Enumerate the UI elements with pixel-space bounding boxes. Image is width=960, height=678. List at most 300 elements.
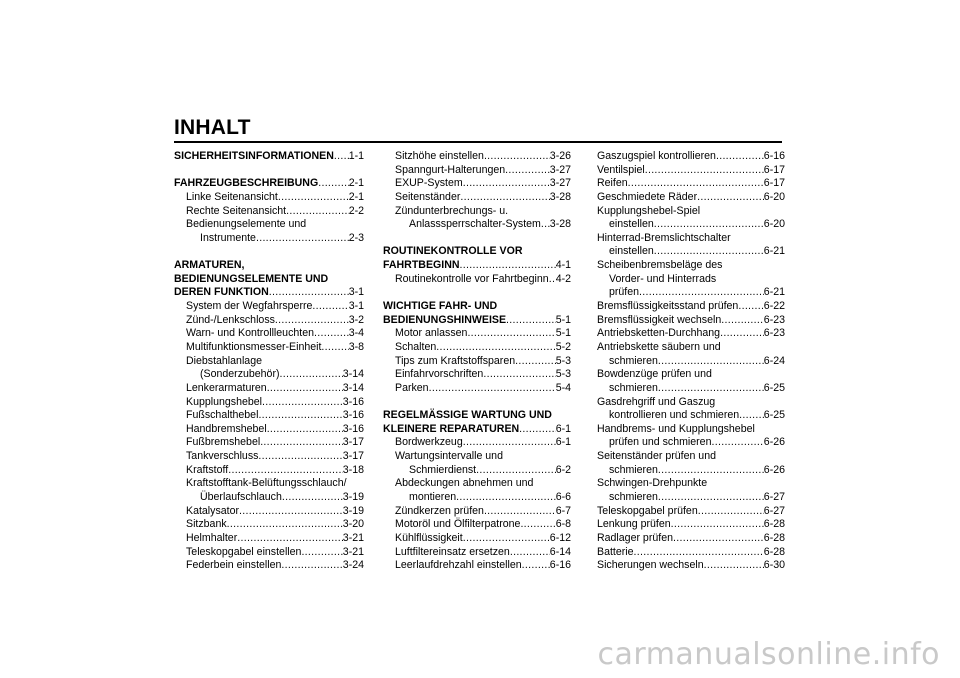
toc-page-number: 3-8 [348, 340, 364, 353]
toc-page-number: 5-3 [555, 368, 571, 381]
toc-entry[interactable] [383, 532, 571, 546]
toc-section-heading: BEDIENUNGSELEMENTE UND [174, 272, 329, 285]
toc-page-number: 6-1 [555, 436, 571, 449]
toc-entry-title: Lenkung prüfen [597, 518, 671, 531]
toc-entry-title: Reifen [597, 177, 628, 190]
toc-page-number: 6-8 [555, 518, 571, 531]
toc-entry[interactable] [597, 532, 785, 546]
toc-entry-title: Kraftstofftank-Belüftungsschlauch/ [186, 477, 347, 490]
toc-entry[interactable] [174, 300, 364, 314]
toc-spacer [383, 232, 571, 246]
toc-entry[interactable] [174, 491, 364, 505]
toc-entry[interactable] [597, 559, 785, 573]
toc-entry-title: Sitzhöhe einstellen [395, 150, 484, 162]
toc-entry-title: DEREN FUNKTION [174, 286, 269, 299]
toc-leader-dots [628, 177, 764, 191]
toc-entry-line [597, 205, 785, 219]
toc-section-heading: WICHTIGE FAHR- UND [383, 300, 498, 313]
toc-leader-dots [658, 355, 764, 369]
toc-entry-title: Parken [395, 381, 429, 394]
toc-leader-dots [278, 191, 349, 205]
toc-entry[interactable] [174, 327, 364, 341]
toc-entry[interactable] [383, 368, 571, 382]
toc-entry[interactable] [383, 218, 571, 232]
toc-entry[interactable] [597, 177, 785, 191]
toc-entry-title: Linke Seitenansicht [186, 190, 278, 203]
toc-page-number: 6-25 [763, 381, 785, 394]
toc-entry-line [174, 477, 364, 491]
toc-entry-title: Einfahrvorschriften [395, 368, 484, 381]
toc-entry[interactable] [383, 191, 571, 205]
toc-entry-title: Zündunterbrechungs- u. [395, 204, 509, 217]
toc-page-number: 3-14 [342, 368, 364, 381]
toc-leader-dots [267, 423, 343, 437]
toc-page-number: 3-17 [342, 436, 364, 449]
toc-entry-line [597, 259, 785, 273]
toc-entry-title: Überlaufschlauch [200, 491, 282, 504]
toc-leader-dots [541, 218, 550, 232]
toc-entry[interactable] [597, 436, 785, 450]
toc-leader-dots [267, 382, 343, 396]
toc-page-number: 3-16 [342, 422, 364, 435]
toc-entry-title: Helmhalter [186, 531, 238, 544]
toc-leader-dots [258, 409, 342, 423]
toc-leader-dots [510, 546, 550, 560]
toc-entry-title: Geschmiedete Räder [597, 190, 698, 203]
toc-leader-dots [645, 164, 764, 178]
toc-entry[interactable] [383, 505, 571, 519]
toc-entry-title: Warn- und Kontrollleuchten [186, 327, 314, 340]
toc-page-number: 5-4 [555, 381, 571, 394]
toc-leader-dots [671, 518, 764, 532]
toc-entry[interactable] [174, 505, 364, 519]
toc-page-number: 6-14 [549, 545, 571, 558]
toc-entry-title: Spanngurt-Halterungen [395, 163, 506, 176]
toc-entry[interactable] [174, 409, 364, 423]
toc-page-number: 3-14 [342, 381, 364, 394]
toc-entry-title: Lenkerarmaturen [186, 381, 267, 394]
toc-page-number: 5-3 [555, 354, 571, 367]
toc-entry[interactable] [383, 518, 571, 532]
toc-spacer [383, 286, 571, 300]
toc-entry-title: Antriebsketten-Durchhang [597, 327, 721, 340]
toc-leader-dots [476, 464, 556, 478]
toc-entry-line [597, 477, 785, 491]
toc-entry-title: SICHERHEITSINFORMATIONEN [174, 150, 334, 162]
toc-entry-title: KLEINERE REPARATUREN [383, 422, 520, 435]
toc-entry-title: Antriebskette säubern und [597, 340, 721, 353]
toc-page-number: 1-1 [348, 150, 364, 162]
toc-entry-title: Handbrems- und Kupplungshebel [597, 422, 755, 435]
toc-entry-line [597, 341, 785, 355]
toc-entry-title: Teleskopgabel prüfen [597, 504, 698, 517]
toc-entry-title: Wartungsintervalle und [395, 450, 503, 463]
toc-leader-dots [281, 559, 342, 573]
toc-page-number: 4-1 [555, 259, 571, 272]
toc-leader-dots [515, 355, 556, 369]
toc-page-number: 6-16 [549, 559, 571, 572]
toc-leader-dots [280, 368, 343, 382]
toc-leader-dots [463, 532, 550, 546]
toc-leader-dots [436, 341, 555, 355]
toc-entry[interactable] [597, 505, 785, 519]
toc-entry[interactable] [597, 150, 785, 164]
toc-leader-dots [634, 546, 764, 560]
toc-entry-title: Zünd-/Lenkschloss [186, 313, 275, 326]
toc-page-number: 6-20 [763, 190, 785, 203]
toc-entry-title: prüfen und schmieren [609, 436, 712, 449]
toc-entry-title: Kupplungshebel [186, 395, 262, 408]
toc-page-number: 6-27 [763, 491, 785, 504]
toc-leader-dots [463, 436, 556, 450]
toc-entry-title: Fußschalthebel [186, 409, 259, 422]
toc-entry-title: BEDIENUNGSHINWEISE [383, 313, 507, 326]
toc-entry[interactable] [174, 368, 364, 382]
toc-entry-line [597, 232, 785, 246]
toc-page-number: 6-24 [763, 354, 785, 367]
toc-leader-dots [520, 518, 555, 532]
toc-page-number: 6-7 [555, 504, 571, 517]
toc-column-1 [174, 150, 364, 573]
toc-entry-title: Kraftstoff [186, 463, 229, 476]
toc-leader-dots [506, 314, 556, 328]
toc-page-number: 6-17 [763, 163, 785, 176]
toc-section-heading: ROUTINEKONTROLLE VOR [383, 245, 523, 258]
toc-entry[interactable] [174, 450, 364, 464]
toc-entry[interactable] [383, 382, 571, 396]
toc-entry[interactable] [174, 532, 364, 546]
toc-entry[interactable] [174, 559, 364, 573]
toc-leader-dots [716, 150, 764, 164]
toc-page-number: 3-28 [549, 218, 571, 231]
toc-leader-dots [312, 300, 348, 314]
toc-page-number: 3-21 [342, 531, 364, 544]
toc-entry-title: Kühlflüssigkeit [395, 531, 463, 544]
toc-leader-dots [460, 259, 556, 273]
toc-entry-title: schmieren [609, 381, 658, 394]
toc-entry-title: Batterie [597, 545, 634, 558]
toc-leader-dots [522, 559, 550, 573]
toc-entry-title: Vorder- und Hinterrads [609, 272, 717, 285]
toc-entry-title: Bremsflüssigkeit wechseln [597, 313, 722, 326]
toc-entry-line [383, 477, 571, 491]
toc-entry-title: Abdeckungen abnehmen und [395, 477, 534, 490]
toc-leader-dots [460, 191, 549, 205]
toc-leader-dots [262, 396, 343, 410]
toc-column-2 [383, 150, 571, 573]
toc-leader-dots [321, 341, 348, 355]
toc-entry[interactable] [597, 164, 785, 178]
page-title: INHALT [174, 116, 251, 139]
toc-entry-line [383, 450, 571, 464]
toc-entry-title: Instrumente [200, 231, 256, 244]
toc-entry[interactable] [597, 355, 785, 369]
toc-page-number: 6-26 [763, 463, 785, 476]
toc-page-number: 3-19 [342, 504, 364, 517]
toc-leader-dots [484, 150, 550, 164]
toc-entry-title: Seitenständer [395, 190, 461, 203]
toc-page-number: 6-26 [763, 436, 785, 449]
toc-page-number: 3-16 [342, 409, 364, 422]
toc-entry-line [383, 245, 571, 259]
toc-entry-title: Tips zum Kraftstoffsparen [395, 354, 516, 367]
toc-page-number: 6-17 [763, 177, 785, 190]
watermark-text: carmanualsonline.info [597, 637, 940, 672]
toc-entry-title: Handbremshebel [186, 422, 267, 435]
toc-entry-title: Schmierdienst [409, 463, 477, 476]
title-divider [174, 141, 782, 143]
toc-entry-title: Teleskopgabel einstellen [186, 545, 302, 558]
toc-page-number: 6-30 [763, 559, 785, 572]
toc-page-number: 3-27 [549, 163, 571, 176]
toc-leader-dots [318, 177, 348, 191]
toc-entry[interactable] [597, 300, 785, 314]
toc-column-3 [597, 150, 785, 573]
toc-leader-dots [673, 532, 764, 546]
toc-entry-title: schmieren [609, 463, 658, 476]
toc-entry-title: Bremsflüssigkeitsstand prüfen [597, 300, 739, 313]
toc-page-number: 2-1 [348, 190, 364, 203]
toc-entry[interactable] [383, 273, 571, 287]
toc-entry[interactable] [383, 150, 571, 164]
toc-entry-line [597, 368, 785, 382]
toc-leader-dots [549, 273, 556, 287]
toc-leader-dots [738, 300, 763, 314]
toc-spacer [174, 164, 364, 178]
toc-entry-line [383, 409, 571, 423]
toc-page-number: 6-16 [763, 150, 785, 162]
toc-entry-line [597, 423, 785, 437]
toc-entry[interactable] [174, 396, 364, 410]
toc-page-number: 2-3 [348, 231, 364, 244]
toc-entry[interactable] [597, 314, 785, 328]
toc-entry-title: Gasdrehgriff und Gaszug [597, 395, 716, 408]
toc-leader-dots [720, 327, 764, 341]
toc-leader-dots [739, 409, 764, 423]
toc-page-number: 6-1 [555, 422, 571, 435]
toc-entry-title: Anlasssperrschalter-System [409, 218, 541, 231]
toc-leader-dots [237, 532, 343, 546]
toc-leader-dots [505, 164, 550, 178]
toc-spacer [174, 245, 364, 259]
toc-entry-title: kontrollieren und schmieren [609, 409, 740, 422]
toc-entry[interactable] [597, 464, 785, 478]
toc-entry[interactable] [174, 232, 364, 246]
toc-entry-title: schmieren [609, 354, 658, 367]
toc-entry-title: Sitzbank [186, 518, 227, 531]
toc-entry-line [174, 273, 364, 287]
toc-entry-line [597, 450, 785, 464]
toc-entry[interactable] [174, 436, 364, 450]
toc-entry-title: Radlager prüfen [597, 531, 673, 544]
toc-page-number: 3-27 [549, 177, 571, 190]
toc-entry[interactable] [174, 314, 364, 328]
toc-entry[interactable] [597, 382, 785, 396]
toc-leader-dots [721, 314, 764, 328]
toc-page-number: 3-19 [342, 491, 364, 504]
toc-leader-dots [228, 464, 343, 478]
toc-entry[interactable] [383, 491, 571, 505]
toc-page-number: 6-22 [763, 300, 785, 313]
toc-entry[interactable] [597, 518, 785, 532]
toc-entry[interactable] [383, 423, 571, 437]
toc-entry[interactable] [174, 546, 364, 560]
toc-entry[interactable] [383, 436, 571, 450]
toc-leader-dots [239, 505, 343, 519]
toc-page-number: 2-1 [348, 177, 364, 190]
toc-entry-title: Zündkerzen prüfen [395, 504, 484, 517]
toc-leader-dots [697, 191, 764, 205]
toc-entry-title: Bowdenzüge prüfen und [597, 368, 712, 381]
toc-leader-dots [256, 232, 349, 246]
toc-entry[interactable] [597, 191, 785, 205]
toc-entry-title: Schalten [395, 340, 437, 353]
toc-leader-dots [456, 491, 556, 505]
toc-leader-dots [314, 327, 349, 341]
toc-entry[interactable] [597, 491, 785, 505]
toc-page-number: 6-25 [763, 409, 785, 422]
toc-entry[interactable] [383, 327, 571, 341]
toc-entry[interactable] [383, 559, 571, 573]
toc-entry-title: Ventilspiel [597, 163, 645, 176]
toc-page-number: 6-28 [763, 545, 785, 558]
toc-entry-title: FAHRZEUGBESCHREIBUNG [174, 177, 319, 190]
toc-entry-title: Seitenständer prüfen und [597, 450, 716, 463]
toc-entry[interactable] [174, 205, 364, 219]
toc-page-number: 6-6 [555, 491, 571, 504]
toc-entry-line [383, 300, 571, 314]
toc-leader-dots [639, 286, 764, 300]
toc-leader-dots [301, 546, 342, 560]
toc-page-number: 3-28 [549, 190, 571, 203]
toc-entry[interactable] [174, 464, 364, 478]
toc-entry-title: Kupplungshebel-Spiel [597, 204, 701, 217]
toc-entry[interactable] [597, 546, 785, 560]
toc-page-number: 3-2 [348, 313, 364, 326]
toc-entry[interactable] [174, 191, 364, 205]
toc-leader-dots [463, 177, 550, 191]
toc-entry[interactable] [597, 245, 785, 259]
toc-leader-dots [258, 450, 342, 464]
toc-page-number: 5-1 [555, 327, 571, 340]
toc-page-number: 6-21 [763, 245, 785, 258]
toc-page-number: 6-27 [763, 504, 785, 517]
toc-leader-dots [519, 423, 556, 437]
toc-entry-title: Scheibenbremsbeläge des [597, 259, 723, 272]
toc-entry[interactable] [383, 546, 571, 560]
toc-entry-title: Federbein einstellen [186, 559, 282, 572]
toc-entry-title: schmieren [609, 491, 658, 504]
toc-entry[interactable] [383, 164, 571, 178]
toc-entry[interactable] [597, 327, 785, 341]
toc-entry-title: prüfen [609, 286, 640, 299]
toc-entry[interactable] [383, 355, 571, 369]
toc-leader-dots [704, 559, 764, 573]
toc-entry[interactable] [597, 218, 785, 232]
toc-page-number: 6-12 [549, 531, 571, 544]
toc-leader-dots [711, 436, 763, 450]
toc-entry-title: FAHRTBEGINN [383, 259, 460, 272]
toc-leader-dots [698, 505, 764, 519]
toc-entry[interactable] [383, 464, 571, 478]
toc-page-number: 2-2 [348, 204, 364, 217]
toc-page-number: 6-28 [763, 531, 785, 544]
toc-leader-dots [654, 245, 764, 259]
toc-leader-dots [286, 205, 349, 219]
toc-leader-dots [654, 218, 764, 232]
toc-entry-title: Routinekontrolle vor Fahrtbeginn [395, 272, 549, 285]
toc-entry[interactable] [174, 518, 364, 532]
toc-leader-dots [658, 491, 764, 505]
toc-entry[interactable] [383, 177, 571, 191]
toc-page-number: 6-21 [763, 286, 785, 299]
toc-entry-title: Katalysator [186, 504, 239, 517]
toc-page-number: 6-28 [763, 518, 785, 531]
toc-entry[interactable] [597, 409, 785, 423]
toc-entry[interactable] [174, 177, 364, 191]
toc-entry[interactable] [174, 341, 364, 355]
toc-spacer [383, 396, 571, 410]
toc-entry-title: Fußbremshebel [186, 436, 261, 449]
toc-entry-title: Tankverschluss [186, 450, 259, 463]
toc-page-number: 4-2 [555, 272, 571, 285]
toc-page-number: 6-23 [763, 327, 785, 340]
toc-page-number: 3-26 [549, 150, 571, 162]
toc-leader-dots [658, 382, 764, 396]
toc-page-number: 5-1 [555, 313, 571, 326]
toc-leader-dots [334, 150, 349, 164]
toc-entry-title: Gaszugspiel kontrollieren [597, 150, 716, 162]
toc-leader-dots [227, 518, 343, 532]
toc-section-heading: REGELMÄSSIGE WARTUNG UND [383, 409, 552, 422]
toc-page-number: 3-21 [342, 545, 364, 558]
toc-entry-title: Bedienungselemente und [186, 218, 307, 231]
toc-entry-title: Motor anlassen [395, 327, 468, 340]
toc-leader-dots [658, 464, 764, 478]
toc-entry[interactable] [597, 286, 785, 300]
toc-entry-title: Diebstahlanlage [186, 354, 262, 367]
toc-page-number: 3-1 [348, 286, 364, 299]
toc-entry-line [597, 273, 785, 287]
toc-leader-dots [483, 368, 555, 382]
toc-entry[interactable] [174, 382, 364, 396]
toc-leader-dots [467, 327, 555, 341]
toc-entry-title: Leerlaufdrehzahl einstellen [395, 559, 522, 572]
toc-leader-dots [282, 491, 343, 505]
toc-entry-title: Sicherungen wechseln [597, 559, 704, 572]
toc-entry[interactable] [174, 150, 364, 164]
toc-page-number: 6-2 [555, 463, 571, 476]
toc-leader-dots [484, 505, 556, 519]
toc-page-number: 3-20 [342, 518, 364, 531]
toc-entry-title: einstellen [609, 245, 654, 258]
toc-entry[interactable] [383, 341, 571, 355]
toc-page-number: 3-4 [348, 327, 364, 340]
toc-entry-title: einstellen [609, 218, 654, 231]
toc-entry[interactable] [174, 286, 364, 300]
toc-entry-title: Bordwerkzeug [395, 436, 463, 449]
toc-entry-title: Multifunktionsmesser-Einheit [186, 340, 322, 353]
toc-page-number: 6-20 [763, 218, 785, 231]
toc-entry-title: Luftfiltereinsatz ersetzen [395, 545, 510, 558]
toc-page-number: 3-24 [342, 559, 364, 572]
toc-entry[interactable] [174, 423, 364, 437]
toc-entry-title: Rechte Seitenansicht [186, 204, 287, 217]
toc-entry[interactable] [383, 314, 571, 328]
toc-entry-title: System der Wegfahrsperre [186, 300, 313, 313]
toc-entry[interactable] [383, 259, 571, 273]
toc-leader-dots [260, 436, 343, 450]
